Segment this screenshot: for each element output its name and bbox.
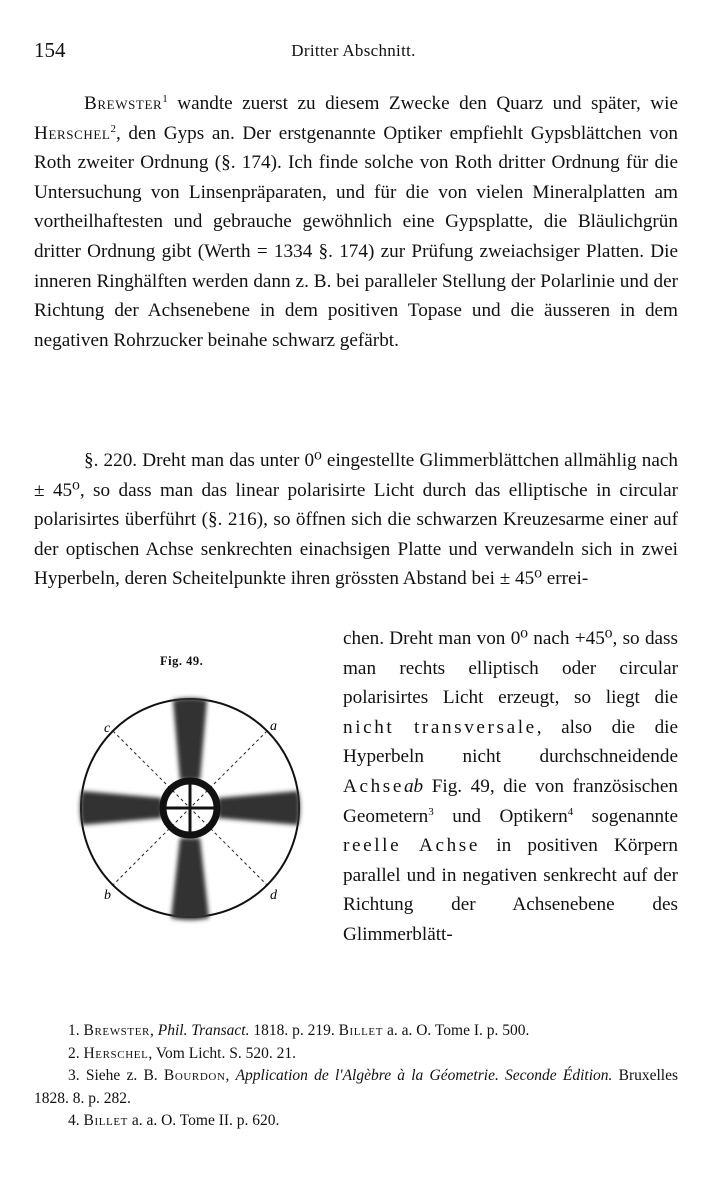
footnote-title: Application de l'Algèbre à la Géometrie. Seconde Édition. bbox=[235, 1067, 613, 1084]
footnote-text: Siehe z. B. bbox=[85, 1067, 164, 1084]
footnote-text: , bbox=[225, 1067, 236, 1084]
footnote-number: 1. bbox=[68, 1022, 84, 1039]
footnote-text: a. a. O. Tome II. p. 620. bbox=[127, 1112, 280, 1129]
letter-b: b bbox=[104, 888, 111, 903]
footnote-text: a. a. O. Tome I. p. 500. bbox=[383, 1022, 530, 1039]
footnote-text: Bruxelles 1828. 8. p. 282. bbox=[34, 1067, 679, 1107]
paragraph-2: §. 220. Dreht man das unter 0⁰ eingestellte Glimmerblättchen allmählig nach ± 45⁰, so dass man das linear polarisirte Licht durch das elliptische in circular polarisirtes überführt (§. 216), so öffnen sich die schwarzen Kreuzesarme einer auf der optischen Achse senkrechten einachsigen Platte und verwandeln sich in zwei Hyperbeln, deren Scheitelpunkte ihren grössten Abstand bei ± 45⁰ errei- bbox=[34, 450, 678, 590]
wrap-text-b: , also die die Hyperbeln nicht durchschneidende bbox=[343, 716, 679, 768]
footnote-author: Billet bbox=[338, 1022, 384, 1039]
wrap-text-c: Fig. 49, die von französischen Geometern bbox=[343, 775, 678, 827]
footnote-author: Herschel bbox=[83, 1044, 149, 1062]
footnote-2 bbox=[34, 1043, 678, 1066]
name-brewster: Brewster bbox=[84, 93, 163, 114]
spaced-reelle-achse: reelle Achse bbox=[343, 835, 480, 857]
figure-label: Fig. 49. bbox=[160, 654, 204, 668]
footnote-text: , bbox=[149, 1022, 158, 1039]
footnote-text: 1818. p. 219. bbox=[249, 1022, 339, 1039]
wrap-text-d: und Optikern bbox=[433, 805, 568, 827]
footnote-text: , Vom Licht. S. 520. 21. bbox=[148, 1044, 296, 1062]
page-header bbox=[34, 38, 673, 66]
footnote-4 bbox=[34, 1110, 678, 1133]
footnote-title: Phil. Transact. bbox=[157, 1022, 250, 1039]
footnote-number: 4. bbox=[68, 1112, 84, 1129]
footnote-ref-2[interactable]: 2 bbox=[110, 122, 116, 135]
footnote-author: Billet bbox=[83, 1112, 128, 1129]
letter-c: c bbox=[104, 721, 111, 736]
letter-d: d bbox=[270, 888, 277, 903]
paragraph-1-text-a: wandte zuerst zu diesem Zwecke den Quarz und später, wie bbox=[167, 93, 678, 114]
paragraph-2-continuation bbox=[343, 624, 678, 950]
footnote-ref-3[interactable]: 3 bbox=[428, 805, 434, 818]
footnote-number: 3. bbox=[68, 1067, 86, 1084]
footnote-ref-1[interactable]: 1 bbox=[162, 93, 168, 105]
paragraph-1-text-b: , den Gyps an. Der erstgenannte Optiker empfiehlt Gypsblättchen von Roth zweiter Ordnung (§. 174). Ich finde solche von Roth dritter Ordnung für die Untersuchung von Linsenpräparaten, und für die von vielen Mineralplatten am vortheilhaftesten und gebrauche gewöhnlich eine Gypsplatte, die Bläulichgrün dritter Ordnung gibt (Werth = 1334 §. 174) zur Prüfung zweiachsiger Platten. Die inneren Ringhälften werden dann z. B. bei paralleler Stellung der Polarlinie und der Richtung der Achsenebene in dem positiven Topase und die äusseren in dem negativen Rohrzucker beinahe schwarz gefärbt. bbox=[34, 122, 678, 351]
spaced-nicht: nicht bbox=[343, 716, 395, 738]
wrap-text-f: in positiven Körpern parallel und in negativen senkrecht auf der Richtung der Achsenebene des Glimmerblätt- bbox=[343, 835, 678, 945]
wrap-text-e: sogenannte bbox=[573, 805, 678, 827]
spaced-transversale: transversale bbox=[413, 716, 537, 738]
footnote-3 bbox=[34, 1065, 678, 1110]
footnote-ref-4[interactable]: 4 bbox=[567, 805, 574, 818]
spaced-achse: Achse bbox=[343, 775, 404, 797]
paragraph-1 bbox=[34, 89, 678, 355]
running-title: Dritter Abschnitt. bbox=[291, 41, 416, 60]
page-number: 154 bbox=[34, 38, 66, 62]
name-herschel: Herschel bbox=[34, 122, 111, 144]
footnotes bbox=[34, 1020, 678, 1133]
footnote-author: Brewster bbox=[83, 1022, 150, 1039]
axis-ab: ab bbox=[403, 775, 424, 797]
space bbox=[394, 717, 414, 738]
footnote-number: 2. bbox=[68, 1044, 84, 1062]
footnote-1 bbox=[34, 1020, 678, 1043]
letter-a: a bbox=[270, 719, 277, 734]
footnote-author: Bourdon bbox=[163, 1067, 226, 1084]
wrap-text-a: chen. Dreht man von 0⁰ nach +45⁰, so dass man rechts elliptisch oder circular polarisirtes Licht erzeugt, so liegt die bbox=[343, 628, 678, 709]
figure-49 bbox=[70, 690, 310, 930]
